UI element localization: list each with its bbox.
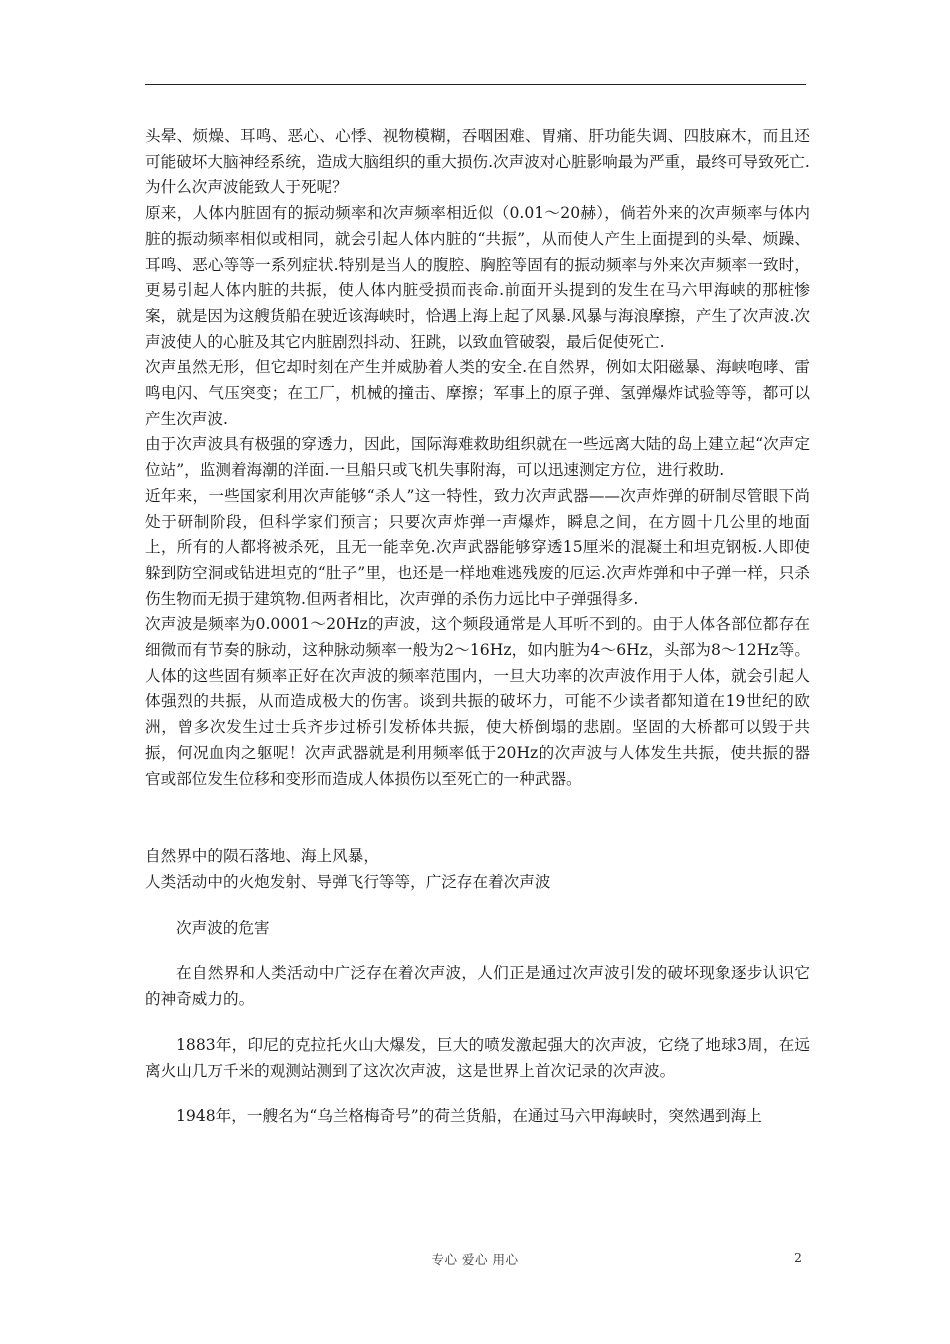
natural-sources-line: 人类活动中的火炮发射、导弹飞行等等，广泛存在着次声波 xyxy=(145,872,551,891)
paragraph-question: 为什么次声波能致人于死呢？ xyxy=(145,178,348,197)
paragraph-frequency: 次声波是频率为0.0001～20Hz的声波，这个频段通常是人耳听不到的。由于人体各部位都存在细微而有节奏的脉动，这种脉动频率一般为2～16Hz，如内脏为4～6Hz，头部为8～12Hz等。人体的这些固有频率正好在次声波的频率范围内，一旦大功率的次声波作用于人体，就会引起人体强烈的共振，从而造成极大的伤害。谈到共振的破坏力，可能不少读者都知道在19世纪的欧洲，曾多次发生过士兵齐步过桥引发桥体共振，使大桥倒塌的悲剧。坚固的大桥都可以毁于共振，何况血肉之躯呢！次声武器就是利用频率低于20Hz的次声波与人体发生共振，使共振的器官或部位发生位移和变形而造成人体损伤以至死亡的一种武器。 xyxy=(145,615,810,788)
section-paragraph: 1948年，一艘名为“乌兰格梅奇号”的荷兰货船，在通过马六甲海峡时，突然遇到海上 xyxy=(176,1107,762,1126)
natural-sources-line: 自然界中的陨石落地、海上风暴， xyxy=(145,847,379,866)
section-paragraph: 1883年，印尼的克拉托火山大爆发，巨大的喷发激起强大的次声波，它绕了地球3周，在远离火山几万千米的观测站测到了这次次声波，这是世界上首次记录的次声波。 xyxy=(145,1035,810,1080)
footer-text: 专心 爱心 用心 xyxy=(431,1252,519,1267)
section-heading: 次声波的危害 xyxy=(176,918,270,937)
page-number: 2 xyxy=(794,1250,802,1265)
paragraph-symptoms: 头晕、烦燥、耳鸣、恶心、心悸、视物模糊，吞咽困难、胃痛、肝功能失调、四肢麻木，而且还可能破坏大脑神经系统，造成大脑组织的重大损伤.次声波对心脏影响最为严重，最终可导致死亡. xyxy=(145,127,810,171)
paragraph-sources: 次声虽然无形，但它却时刻在产生并威胁着人类的安全.在自然界，例如太阳磁暴、海峡咆哮、雷鸣电闪、气压突变；在工厂，机械的撞击、摩擦；军事上的原子弹、氢弹爆炸试验等等，都可以产生次声波. xyxy=(145,358,810,428)
section-paragraph: 在自然界和人类活动中广泛存在着次声波，人们正是通过次声波引发的破坏现象逐步认识它的神奇威力的。 xyxy=(145,964,810,1009)
paragraph-weapons: 近年来，一些国家利用次声能够“杀人”这一特性，致力次声武器——次声炸弹的研制尽管眼下尚处于研制阶段，但科学家们预言；只要次声炸弹一声爆炸，瞬息之间，在方圆十几公里的地面上，所有的人都将被杀死，且无一能幸免.次声武器能够穿透15厘米的混凝土和坦克钢板.人即使躲到防空洞或钻进坦克的“肚子”里，也还是一样地难逃残废的厄运.次声炸弹和中子弹一样，只杀伤生物而无损于建筑物.但两者相比，次声弹的杀伤力远比中子弹强得多. xyxy=(145,486,810,608)
paragraph-detection: 由于次声波具有极强的穿透力，因此，国际海难救助组织就在一些远离大陆的岛上建立起“次声定位站”，监测着海潮的洋面.一旦船只或飞机失事附海，可以迅速测定方位，进行救助. xyxy=(145,435,810,480)
header-rule xyxy=(145,84,806,85)
paragraph-explanation: 原来，人体内脏固有的振动频率和次声频率相近似（0.01～20赫），倘若外来的次声频率与体内脏的振动频率相似或相同，就会引起人体内脏的“共振”，从而使人产生上面提到的头晕、烦躁、耳鸣、恶心等等一系列症状.特别是当人的腹腔、胸腔等固有的振动频率与外来次声频率一致时，更易引起人体内脏的共振，使人体内脏受损而丧命.前面开头提到的发生在马六甲海峡的那桩惨案，就是因为这艘货船在驶近该海峡时，恰遇上海上起了风暴.风暴与海浪摩擦，产生了次声波.次声波使人的心脏及其它内脏剧烈抖动、狂跳，以致血管破裂，最后促使死亡. xyxy=(145,204,810,351)
natural-sources xyxy=(145,844,810,895)
document-body xyxy=(145,124,810,1130)
